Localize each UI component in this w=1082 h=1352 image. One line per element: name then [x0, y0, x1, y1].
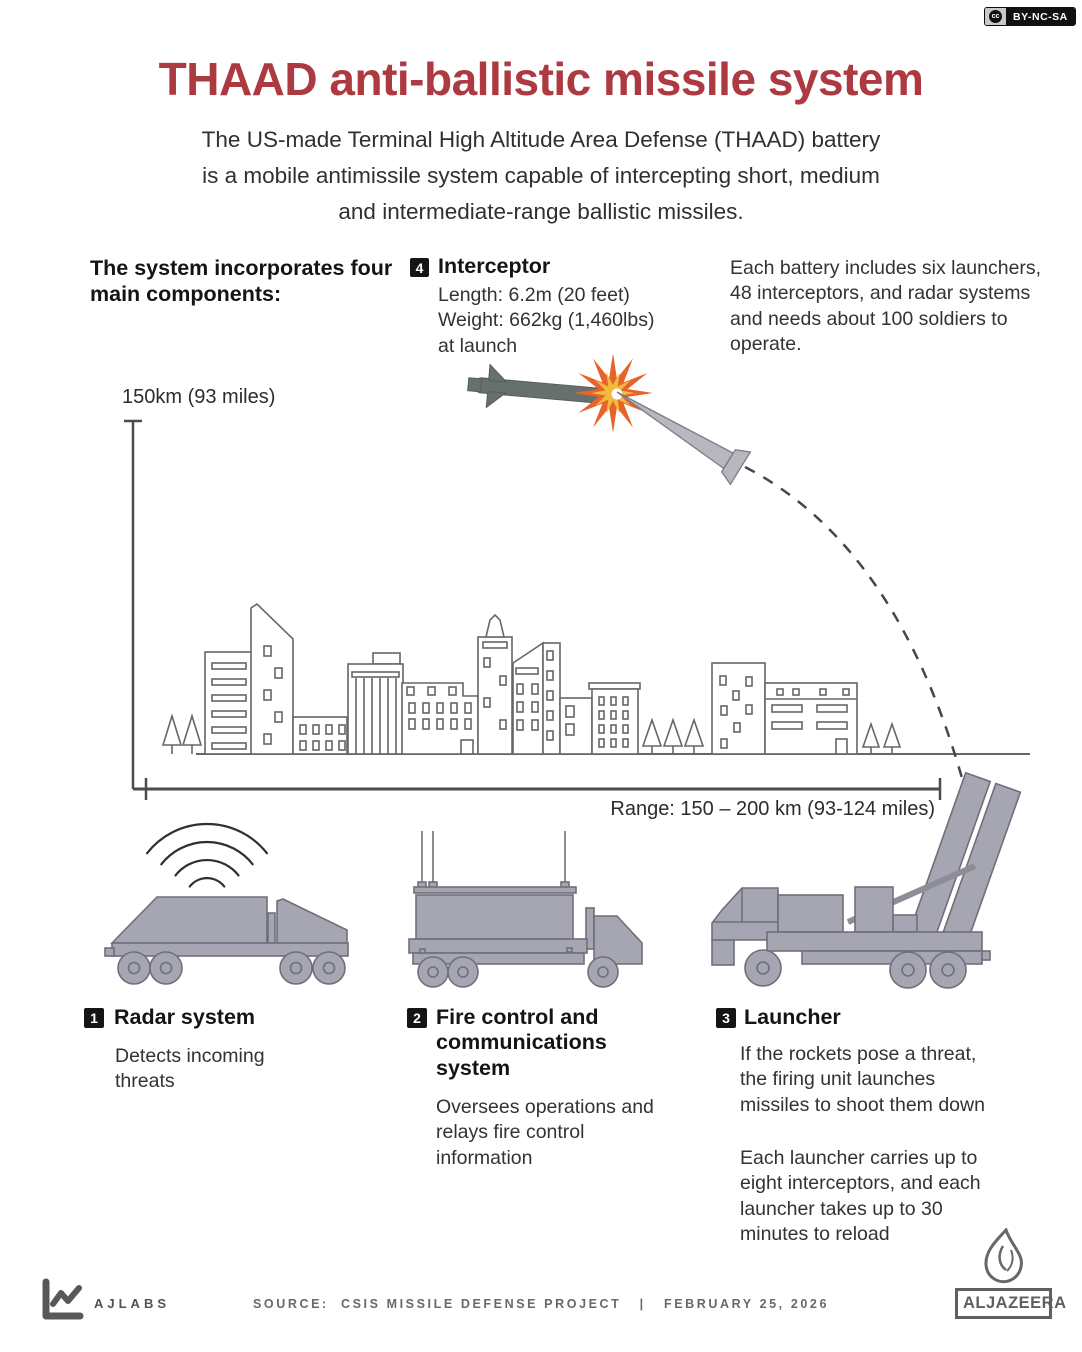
interceptor-specs — [438, 283, 698, 359]
building-overhang — [589, 683, 640, 754]
aljazeera-flame-icon — [976, 1228, 1032, 1286]
fire-control-title: Fire control and communications system — [436, 1005, 607, 1080]
altitude-axis — [124, 421, 142, 789]
radar-system-desc: Detects incoming threats — [115, 1045, 265, 1093]
cc-icon: cc — [989, 10, 1002, 23]
interceptor-title: Interceptor — [438, 254, 551, 278]
subtitle-line: and intermediate-range ballistic missiles. — [338, 199, 744, 224]
range-axis — [133, 778, 940, 800]
range-label: Range: 150 – 200 km (93-124 miles) — [610, 798, 935, 820]
cc-terms-label: BY-NC-SA — [1006, 8, 1075, 25]
interceptor-spec-line: Length: 6.2m (20 feet) — [438, 284, 630, 306]
building-wide-right — [765, 683, 857, 754]
cc-license-badge — [984, 7, 1076, 26]
building-cap-tower — [478, 615, 512, 754]
fire-control-desc: Oversees operations and relays fire control information — [436, 1096, 654, 1169]
launcher-desc-1: If the rockets pose a threat, the firing unit launches missiles to shoot them down — [740, 1043, 985, 1116]
launcher-desc-2: Each launcher carries up to eight interceptors, and each launcher takes up to 30 minutes to reload — [740, 1147, 981, 1246]
thaad-diagram — [0, 355, 1082, 1015]
component-number-badge-4: 4 — [410, 258, 429, 277]
launcher-title: Launcher — [744, 1005, 841, 1029]
altitude-label: 150km (93 miles) — [122, 386, 276, 408]
explosion-icon — [573, 355, 653, 433]
subtitle-line: The US-made Terminal High Altitude Area Defense (THAAD) battery — [201, 127, 881, 152]
subtitle-line: is a mobile antimissile system capable of intercepting short, medium — [202, 163, 880, 188]
building-mid — [560, 698, 592, 754]
building-tall-right — [712, 663, 765, 754]
battery-note: Each battery includes six launchers, 48 interceptors, and radar systems and needs about 100 soldiers to operate. — [730, 257, 1042, 356]
fire-control-vehicle-illustration — [409, 831, 642, 987]
component-number-badge-1: 1 — [84, 1008, 104, 1028]
ajlabs-label: AJLABS — [94, 1296, 171, 1311]
radar-vehicle-illustration — [105, 897, 348, 984]
building-slope-roof — [513, 643, 543, 754]
building-low — [293, 717, 347, 754]
building-thin-tower — [543, 643, 560, 754]
building-wide-grid — [402, 683, 478, 754]
radar-system-title: Radar system — [114, 1005, 256, 1029]
page-title: THAAD anti-ballistic missile system — [158, 53, 924, 105]
building-bar-tower — [205, 652, 253, 754]
city-skyline-illustration — [163, 604, 1030, 754]
building-columned — [348, 653, 403, 754]
source-line: SOURCE: CSIS MISSILE DEFENSE PROJECT | FEBRUARY 25, 2026 — [252, 1297, 830, 1311]
radar-waves-icon — [147, 824, 267, 887]
component-number-badge-2: 2 — [407, 1008, 427, 1028]
interceptor-spec-line: at launch — [438, 334, 518, 357]
component-number-badge-3: 3 — [716, 1008, 736, 1028]
subtitle — [0, 122, 1082, 230]
intro-heading: The system incorporates four main components: — [90, 256, 393, 307]
interceptor-spec-line: Weight: 662kg (1,460lbs) — [438, 309, 655, 332]
aljazeera-logo-text: ALJAZEERA — [955, 1288, 1052, 1319]
building-slant-tower — [251, 604, 293, 754]
cc-left-panel — [985, 8, 1006, 25]
